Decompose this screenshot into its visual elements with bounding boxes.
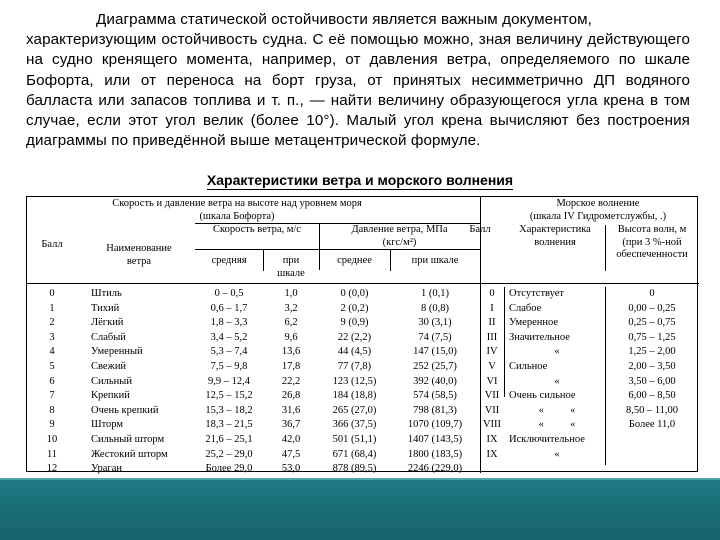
header-ball: Балл: [41, 239, 63, 250]
cell-speed-scale: 6,2: [284, 317, 298, 329]
cell-wave-height: 3,50 – 6,00: [628, 375, 676, 387]
header-speed: Скорость ветра, м/с: [213, 224, 301, 235]
wind-sea-table: [26, 196, 698, 475]
cell-pressure-avg: 123 (12,5): [332, 375, 377, 387]
cell-pressure-scale: 1800 (183,5): [407, 448, 463, 460]
header-sea-group: Морское волнение (шкала IV Гидрометслужбы, .): [529, 198, 667, 222]
cell-ball: 1: [49, 302, 55, 314]
cell-speed-avg: 0 – 0,5: [214, 288, 244, 299]
cell-speed-scale: 1,0: [284, 288, 298, 299]
header-rule-2: [195, 249, 480, 250]
cell-pressure-scale: 8 (0,8): [421, 302, 449, 314]
header-wind-group: Скорость и давление ветра на высоте над уровнем моря (шкала Бофорта): [112, 198, 362, 222]
cell-wave-char: Исключительное: [509, 433, 585, 445]
cell-name: Очень крепкий: [91, 404, 159, 416]
cell-ball: 8: [49, 404, 55, 416]
cell-speed-scale: 26,8: [281, 390, 301, 402]
column-speed-scale: [263, 287, 319, 477]
header-wave-char: Характеристика волнения: [519, 224, 591, 248]
column-speed-avg: [195, 287, 263, 477]
cell-name: Крепкий: [91, 390, 130, 402]
cell-pressure-scale: 574 (58,5): [413, 390, 457, 402]
cell-pressure-avg: 22 (2,2): [337, 331, 372, 343]
cell-name: Лёгкий: [91, 317, 124, 329]
cell-sea-ball: 0: [489, 288, 495, 299]
cell-speed-scale: 31,6: [281, 404, 301, 416]
cell-pressure-scale: 1 (0,1): [421, 288, 449, 299]
cell-pressure-scale: 1070 (109,7): [407, 419, 463, 431]
cell-name: Умеренный: [91, 346, 143, 358]
cell-speed-avg: 12,5 – 15,2: [205, 390, 253, 402]
cell-sea-ball: IV: [486, 346, 498, 358]
cell-wave-height: 0,25 – 0,75: [628, 317, 676, 329]
cell-pressure-scale: 2246 (229,0): [407, 463, 463, 475]
cell-ball: 0: [49, 288, 55, 299]
cell-pressure-avg: 2 (0,2): [340, 302, 369, 314]
cell-ball: 2: [49, 317, 55, 329]
cell-speed-avg: 1,8 – 3,3: [210, 317, 248, 329]
cell-wave-height: 0,75 – 1,25: [628, 331, 676, 343]
body-paragraph: [26, 10, 690, 151]
cell-speed-avg: 21,6 – 25,1: [205, 433, 253, 445]
cell-pressure-avg: 878 (89,5): [332, 463, 377, 475]
cell-wave-height: Более 11,0: [628, 419, 676, 431]
cell-sea-ball: VIII: [482, 419, 502, 431]
cell-ball: 3: [49, 331, 55, 343]
cell-pressure-scale: 392 (40,0): [413, 375, 457, 387]
cell-speed-scale: 9,6: [284, 331, 298, 343]
cell-pressure-scale: 74 (7,5): [418, 331, 452, 343]
cell-sea-ball: IX: [486, 433, 498, 445]
cell-sea-ball: VII: [484, 390, 500, 402]
cell-sea-ball: II: [488, 317, 496, 329]
cell-speed-avg: 5,3 – 7,4: [210, 346, 248, 358]
cell-speed-scale: 47,5: [281, 448, 301, 460]
cell-speed-scale: 36,7: [281, 419, 301, 431]
cell-speed-avg: 9,9 – 12,4: [208, 375, 250, 387]
paragraph-rest: характеризующим остойчивость судна. С её помощью можно, зная величину действующего на судно кренящего момента, например, от давления ветра, определяемого по шкале Бофорта, или от переноса на борт груза, от принятых несимметрично ДП водяного балласта или запасов топлива и т. п., — найти величину образующегося угла крена в том случае, если этот угол велик (более 10°). Малый угол крена вычисляют без построения диаграммы по приведённой выше метацентрической формуле.: [26, 31, 690, 150]
cell-sea-ball: V: [488, 360, 496, 372]
cell-speed-scale: 3,2: [284, 302, 298, 314]
column-wave-height: [605, 287, 699, 433]
cell-pressure-avg: 9 (0,9): [340, 317, 369, 329]
cell-speed-avg: 18,3 – 21,5: [205, 419, 253, 431]
cell-ball: 9: [49, 419, 55, 431]
cell-speed-scale: 17,8: [281, 360, 301, 372]
cell-name: Ураган: [91, 463, 123, 475]
cell-speed-avg: 15,3 – 18,2: [205, 404, 253, 416]
cell-wave-height: 0,00 – 0,25: [628, 302, 676, 314]
cell-wave-char: « «: [538, 419, 576, 431]
column-wind-name: [91, 287, 195, 477]
header-pressure: Давление ветра, МПа (кгс/м²): [351, 224, 448, 248]
column-wave-char: [509, 287, 605, 462]
cell-ball: 6: [49, 375, 55, 387]
column-sea-ball: [480, 287, 504, 462]
cell-name: Тихий: [91, 302, 120, 314]
cell-ball: 5: [49, 360, 55, 372]
cell-ball: 4: [49, 346, 55, 358]
cell-wave-char: Очень сильное: [509, 390, 576, 402]
cell-wave-char: « «: [538, 404, 576, 416]
cell-pressure-scale: 147 (15,0): [413, 346, 457, 358]
cell-sea-ball: III: [486, 331, 498, 343]
paragraph-first-line: Диаграмма статической остойчивости является важным документом,: [96, 11, 592, 28]
header-speed-avg: средняя: [211, 255, 247, 266]
cell-wave-char: «: [554, 448, 560, 460]
bottom-decorative-bar: [0, 478, 720, 540]
cell-pressure-avg: 366 (37,5): [332, 419, 377, 431]
cell-speed-scale: 42,0: [281, 433, 301, 445]
cell-pressure-scale: 1407 (143,5): [407, 433, 463, 445]
cell-pressure-avg: 265 (27,0): [332, 404, 377, 416]
cell-wave-char: Сильное: [509, 360, 548, 372]
cell-ball: 7: [49, 390, 55, 402]
cell-wave-height: 2,00 – 3,50: [628, 360, 676, 372]
cell-pressure-avg: 0 (0,0): [340, 288, 369, 299]
cell-speed-scale: 13,6: [281, 346, 301, 358]
cell-name: Слабый: [91, 331, 126, 343]
column-pressure-scale: [390, 287, 480, 477]
cell-pressure-scale: 252 (25,7): [413, 360, 457, 372]
cell-sea-ball: IX: [486, 448, 498, 460]
cell-name: Свежий: [91, 360, 127, 372]
cell-pressure-avg: 184 (18,8): [332, 390, 377, 402]
table-title: [0, 172, 720, 188]
header-wave-height: Высота волн, м (при 3 %-ной обеспеченности: [616, 224, 688, 260]
column-pressure-avg: [319, 287, 390, 477]
cell-ball: 11: [46, 448, 58, 460]
cell-ball: 12: [46, 463, 58, 475]
cell-name: Сильный шторм: [91, 433, 165, 445]
header-pressure-scale: при шкале: [411, 255, 459, 266]
cell-wave-char: Значительное: [509, 331, 570, 343]
cell-sea-ball: I: [490, 302, 494, 314]
cell-speed-avg: 0,6 – 1,7: [210, 302, 248, 314]
cell-wave-height: 6,00 – 8,50: [628, 390, 676, 402]
cell-speed-avg: Более 29,0: [205, 463, 253, 475]
header-sea-ball: Балл: [469, 224, 491, 235]
cell-wave-char: Слабое: [509, 302, 542, 314]
cell-sea-ball: VII: [484, 404, 500, 416]
cell-wave-height: 8,50 – 11,00: [625, 404, 679, 416]
header-wind-name: Наименование ветра: [106, 243, 172, 267]
header-rule-bottom: [27, 283, 699, 284]
cell-pressure-avg: 671 (68,4): [332, 448, 377, 460]
column-ball: [27, 287, 77, 477]
cell-wave-char: Отсутствует: [509, 288, 564, 299]
cell-name: Шторм: [91, 419, 124, 431]
cell-wave-height: 1,25 – 2,00: [628, 346, 676, 358]
cell-speed-avg: 3,4 – 5,2: [210, 331, 248, 343]
divider-sea-ball: [504, 287, 505, 397]
cell-pressure-avg: 44 (4,5): [337, 346, 372, 358]
header-pressure-avg: среднее: [337, 255, 372, 266]
cell-pressure-scale: 798 (81,3): [413, 404, 457, 416]
cell-speed-avg: 7,5 – 9,8: [210, 360, 248, 372]
cell-name: Жестокий шторм: [91, 448, 168, 460]
cell-speed-avg: 25,2 – 29,0: [205, 448, 253, 460]
cell-name: Сильный: [91, 375, 132, 387]
cell-pressure-scale: 30 (3,1): [418, 317, 452, 329]
table-title-text: Характеристики ветра и морского волнения: [206, 172, 514, 188]
cell-pressure-avg: 501 (51,1): [332, 433, 377, 445]
cell-wave-height: 0: [649, 288, 655, 299]
cell-speed-scale: 22,2: [281, 375, 301, 387]
cell-wave-char: «: [554, 375, 560, 387]
cell-pressure-avg: 77 (7,8): [337, 360, 372, 372]
cell-sea-ball: VI: [486, 375, 498, 387]
cell-speed-scale: 53,0: [281, 463, 301, 475]
cell-wave-char: Умеренное: [509, 317, 559, 329]
cell-ball: 10: [46, 433, 58, 445]
header-speed-scale: при шкале: [277, 255, 305, 279]
cell-wave-char: «: [554, 346, 560, 358]
cell-name: Штиль: [91, 288, 122, 299]
